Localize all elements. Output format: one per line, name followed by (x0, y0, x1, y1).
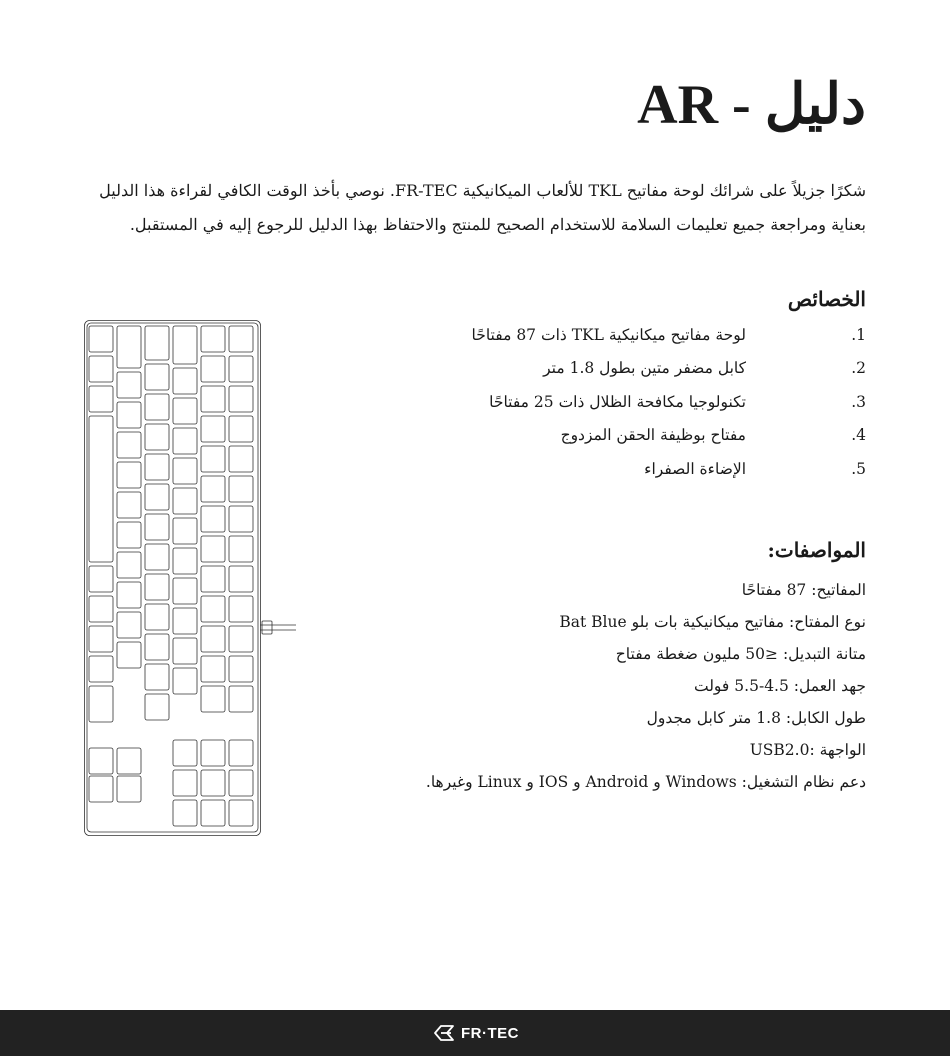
spec-item: جهد العمل: 4.5-5.5 فولت (693, 677, 866, 695)
list-item (396, 452, 866, 486)
list-item-number: 3. (851, 392, 866, 411)
list-item (396, 352, 866, 386)
page-title: AR - دليل (637, 74, 866, 136)
list-item-text: تكنولوجيا مكافحة الظلال ذات 25 مفتاحًا (489, 392, 746, 411)
list-item (396, 419, 866, 453)
keyboard-diagram-icon (84, 320, 300, 840)
list-item-number: 2. (851, 359, 866, 378)
specs-list (366, 574, 866, 798)
spec-item: نوع المفتاح: مفاتيح ميكانيكية بات بلو Bat Blue (559, 613, 866, 631)
list-item (396, 385, 866, 419)
spec-item: دعم نظام التشغيل: Windows و Android و IOS و Linux وغيرها. (425, 773, 866, 791)
spec-item: الواجهة :USB2.0 (749, 741, 866, 759)
fr-tec-logo-icon (431, 1023, 457, 1043)
brand-logo (431, 1023, 519, 1043)
specs-heading: المواصفات: (767, 538, 866, 562)
intro-paragraph: شكرًا جزيلاً على شرائك لوحة مفاتيح TKL للألعاب الميكانيكية FR-TEC. نوصي بأخذ الوقت الكافي لقراءة هذا الدليل بعناية ومراجعة جميع تعليمات السلامة للاستخدام الصحيح للمنتج والاحتفاظ بهذا الدليل للرجوع إليه في المستقبل. (99, 181, 866, 234)
features-list (396, 318, 866, 486)
list-item (396, 318, 866, 352)
list-item-text: الإضاءة الصفراء (644, 459, 746, 478)
list-item-text: كابل مضفر متين بطول 1.8 متر (543, 359, 746, 378)
footer-bar (0, 1010, 950, 1056)
list-item-text: مفتاح بوظيفة الحقن المزدوج (560, 426, 746, 445)
list-item-number: 1. (851, 325, 866, 344)
list-item-text: لوحة مفاتيح ميكانيكية TKL ذات 87 مفتاحًا (471, 325, 746, 344)
list-item-number: 4. (851, 426, 866, 445)
spec-item: متانة التبديل: ≤50 مليون ضغطة مفتاح (615, 645, 866, 663)
spec-item: طول الكابل: 1.8 متر كابل مجدول (646, 709, 866, 727)
brand-name: FR·TEC (461, 1024, 519, 1042)
spec-item: المفاتيح: 87 مفتاحًا (741, 581, 866, 599)
list-item-number: 5. (851, 459, 866, 478)
features-heading: الخصائص (787, 287, 866, 311)
